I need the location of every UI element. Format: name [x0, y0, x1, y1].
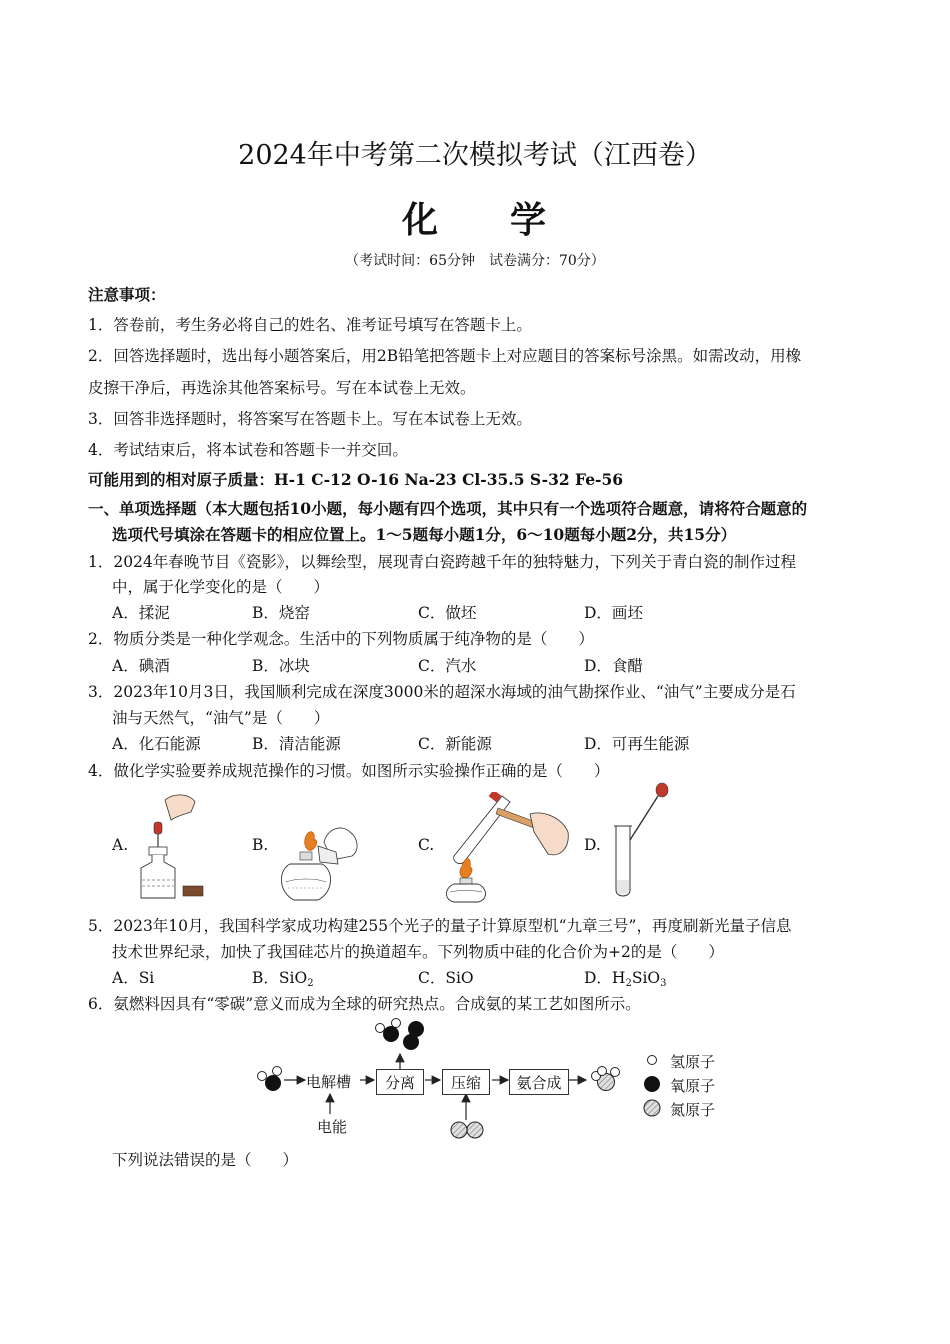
q1-option-a: A．揉泥: [112, 604, 170, 622]
section-1-heading: 一、单项选择题（本大题包括10小题，每小题有四个选项，其中只有一个选项符合题意，请将符合题意的: [88, 499, 808, 518]
q4-figure-a-dropper-bottle: [135, 792, 210, 902]
notice-heading: 注意事项：: [88, 285, 166, 304]
notice-item-3: 3．回答非选择题时，将答案写在答题卡上。写在本试卷上无效。: [88, 410, 532, 428]
q5-option-d: D．$H_2SiO_3$: [584, 969, 667, 989]
q4-option-c: C.: [418, 836, 435, 854]
q5-option-a: A．Si: [112, 969, 155, 987]
legend-oxygen-label: 氧原子: [670, 1077, 716, 1095]
atomic-mass-info: 可能用到的相对原子质量：H-1 C-12 O-16 Na-23 Cl-35.5 S-32 Fe-56: [88, 470, 624, 489]
q4-option-d: D.: [584, 836, 601, 854]
q4-stem: 4．做化学实验要养成规范操作的习惯。如图所示实验操作正确的是（ ）: [88, 762, 610, 780]
subject-title: [0, 192, 950, 243]
q1-option-b: B．烧窑: [252, 604, 310, 622]
q4-figure-c-heating-test-tube: [440, 792, 572, 904]
notice-item-4: 4．考试结束后，将本试卷和答题卡一并交回。: [88, 441, 408, 459]
q1-stem-line-1: 1．2024年春晚节目《瓷影》，以舞绘型，展现青白瓷跨越千年的独特魅力，下列关于青白瓷的制作过程: [88, 553, 797, 571]
diagram-electrolyzer-label: 电解槽: [306, 1073, 352, 1091]
diagram-synthesis-box: [509, 1069, 569, 1095]
q4-option-b: B.: [252, 836, 269, 854]
legend-nitrogen-label: 氮原子: [670, 1101, 716, 1119]
q2-option-c: C．汽水: [418, 657, 477, 675]
diagram-compress-label: 压缩: [450, 1073, 481, 1092]
exam-title: 2024年中考第二次模拟考试（江西卷）: [238, 140, 712, 171]
notice-item-1: 1．答卷前，考生务必将自己的姓名、准考证号填写在答题卡上。: [88, 316, 532, 334]
q5-option-c: C．SiO: [418, 969, 474, 987]
q3-stem-line-1: 3．2023年10月3日，我国顺利完成在深度3000米的超深水海域的油气勘探作业、“油气”主要成分是石: [88, 683, 796, 701]
section-1-instructions: 选项代号填涂在答题卡的相应位置上。1～5题每小题1分，6～10题每小题2分，共15分）: [112, 525, 737, 544]
q6-question-tail: 下列说法错误的是（ ）: [112, 1151, 299, 1169]
q2-stem: 2．物质分类是一种化学观念。生活中的下列物质属于纯净物的是（ ）: [88, 630, 594, 648]
subject-char-1: 化: [401, 199, 440, 241]
q3-option-b: B．清洁能源: [252, 735, 341, 753]
q3-option-a: A．化石能源: [112, 735, 201, 753]
q5-stem-line-2: 技术世界纪录，加快了我国硅芯片的换道超车。下列物质中硅的化合价为+2的是（ ）: [112, 943, 724, 961]
diagram-energy-label: 电能: [317, 1118, 348, 1136]
q4-option-a: A.: [112, 836, 129, 854]
q6-stem: 6．氨燃料因具有“零碳”意义而成为全球的研究热点。合成氨的某工艺如图所示。: [88, 995, 641, 1013]
q4-figure-d-dropper-test-tube: [608, 782, 670, 902]
diagram-compress-box: [442, 1069, 490, 1095]
diagram-separate-box: [376, 1069, 424, 1095]
diagram-synthesis-label: 氨合成: [516, 1073, 562, 1092]
diagram-separate-label: 分离: [384, 1073, 415, 1092]
q2-option-a: A．碘酒: [112, 657, 170, 675]
q5-stem-line-1: 5．2023年10月，我国科学家成功构建255个光子的量子计算原型机“九章三号”，再度刷新光量子信息: [88, 917, 792, 935]
q1-stem-line-2: 中，属于化学变化的是（ ）: [112, 578, 330, 596]
q2-option-d: D．食醋: [584, 657, 643, 675]
q3-stem-line-2: 油与天然气，“油气”是（ ）: [112, 709, 330, 727]
q2-option-b: B．冰块: [252, 657, 310, 675]
q5-option-b: B．SiO$_2$: [252, 969, 314, 989]
q3-option-c: C．新能源: [418, 735, 492, 753]
q4-figure-b-alcohol-lamps: [276, 822, 366, 904]
subject-char-2: 学: [510, 199, 549, 241]
q3-option-d: D．可再生能源: [584, 735, 690, 753]
q1-option-c: C．做坯: [418, 604, 477, 622]
exam-time-info: （考试时间：65分钟 试卷满分：70分）: [345, 253, 605, 269]
notice-item-2-line-1: 2．回答选择题时，选出每小题答案后，用2B铅笔把答题卡上对应题目的答案标号涂黑。如需改动，用橡: [88, 347, 802, 365]
q1-option-d: D．画坯: [584, 604, 643, 622]
notice-item-2-line-2: 皮擦干净后，再选涂其他答案标号。写在本试卷上无效。: [88, 379, 476, 397]
legend-hydrogen-label: 氢原子: [670, 1053, 716, 1071]
